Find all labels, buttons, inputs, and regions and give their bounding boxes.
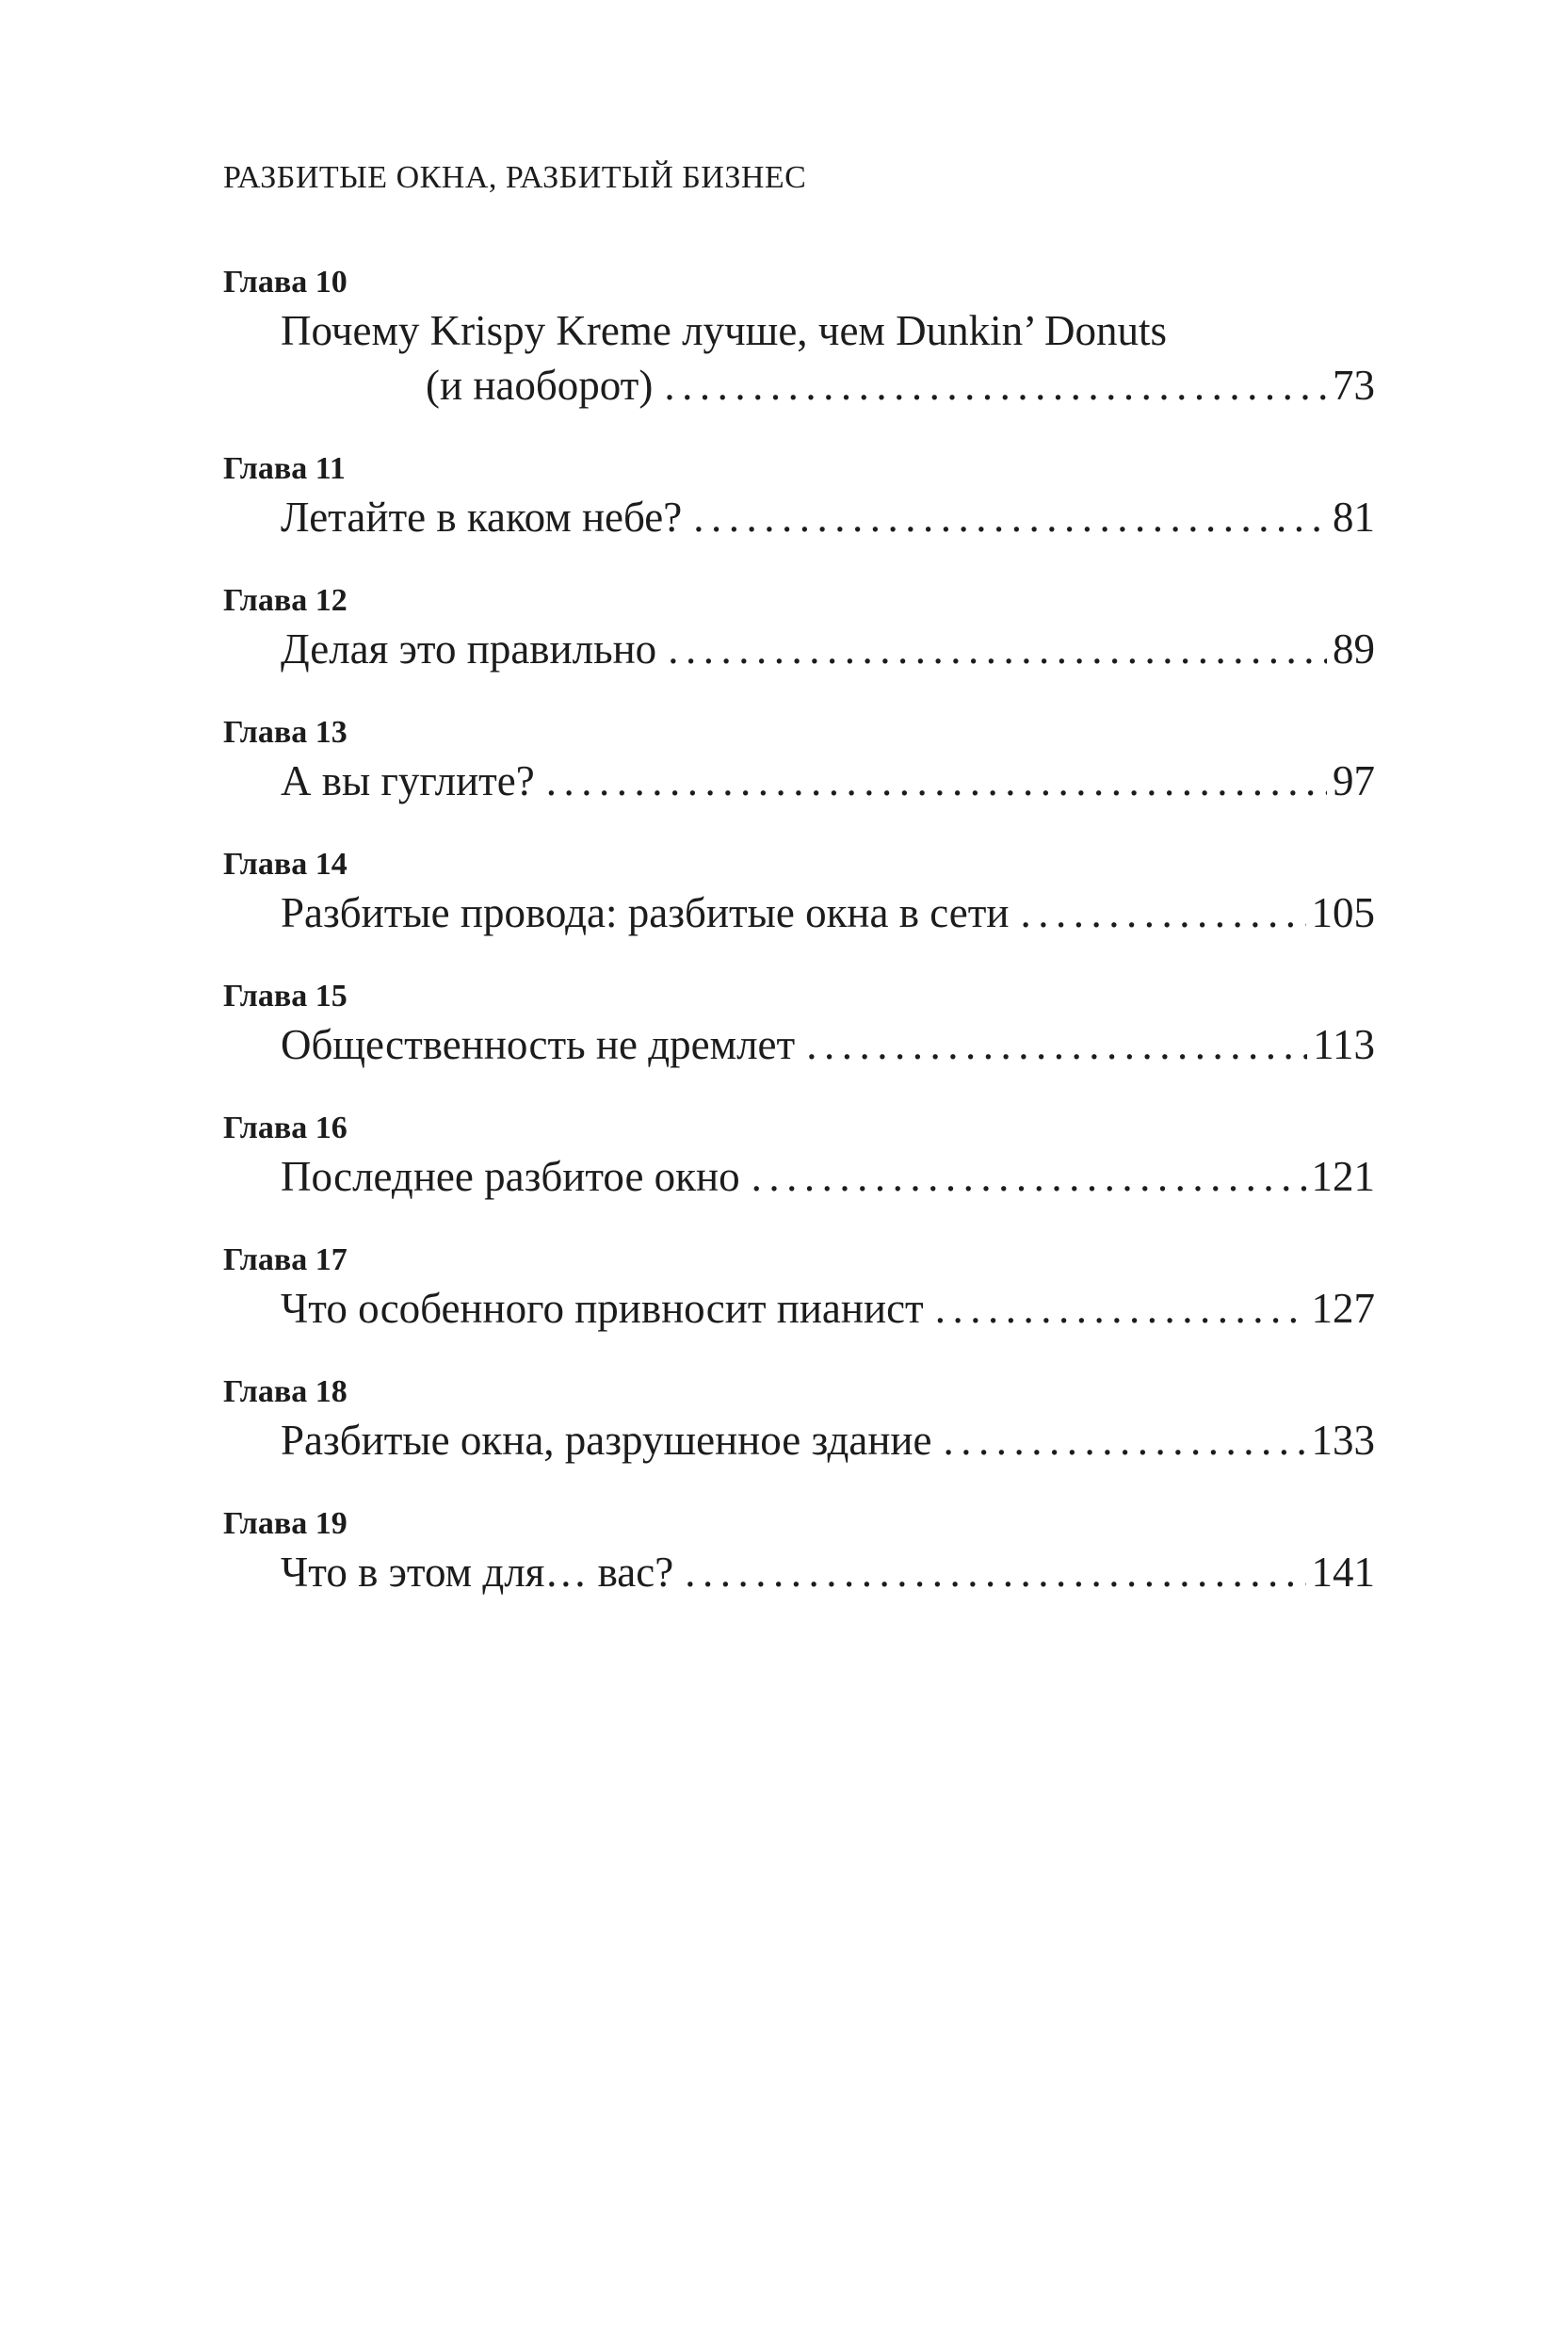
chapter-label: Глава 19 <box>223 1506 348 1541</box>
chapter-title: Последнее разбитое окно <box>281 1153 740 1200</box>
chapter-title-row <box>223 1149 1375 1204</box>
chapter-title-row <box>223 1545 1375 1599</box>
chapter-title: Почему Krispy Kreme лучше, чем Dunkin’ Donuts <box>281 307 1168 354</box>
chapter-title: Что особенного привносит пианист <box>281 1285 924 1332</box>
dot-leader <box>943 1413 1305 1468</box>
chapter-title-row <box>223 1017 1375 1072</box>
chapter-title-row <box>223 303 1375 358</box>
toc-entry <box>223 1503 1375 1599</box>
chapter-label: Глава 18 <box>223 1374 348 1409</box>
chapter-label: Глава 16 <box>223 1111 348 1145</box>
toc-entry <box>223 1371 1375 1468</box>
chapter-label: Глава 15 <box>223 979 348 1014</box>
dot-leader <box>668 622 1327 676</box>
page-number: 121 <box>1311 1153 1375 1200</box>
chapter-title: Что в этом для… вас? <box>281 1549 674 1596</box>
chapter-title-row <box>223 622 1375 676</box>
dot-leader <box>806 1017 1307 1072</box>
chapter-title: Разбитые провода: разбитые окна в сети <box>281 889 1010 936</box>
chapter-label: Глава 14 <box>223 847 348 882</box>
chapter-title: Разбитые окна, разрушенное здание <box>281 1417 932 1464</box>
page-number: 133 <box>1311 1417 1375 1464</box>
page-number: 73 <box>1333 362 1375 409</box>
page-number: 97 <box>1333 757 1375 804</box>
page-number: 81 <box>1333 494 1375 541</box>
dot-leader <box>935 1281 1306 1336</box>
toc-entry <box>223 1240 1375 1336</box>
dot-leader <box>546 754 1327 808</box>
dot-leader <box>685 1545 1305 1599</box>
page-number: 127 <box>1311 1285 1375 1332</box>
toc-entry <box>223 580 1375 676</box>
dot-leader <box>752 1149 1306 1204</box>
chapter-label: Глава 12 <box>223 583 348 618</box>
dot-leader <box>1020 885 1305 940</box>
page-number: 113 <box>1313 1021 1375 1068</box>
toc-entry <box>223 1108 1375 1204</box>
chapter-label: Глава 17 <box>223 1242 348 1277</box>
page-number: 105 <box>1311 889 1375 936</box>
toc-entry <box>223 844 1375 940</box>
page-number: 89 <box>1333 625 1375 673</box>
toc-entry <box>223 712 1375 808</box>
chapter-title: А вы гуглите? <box>281 757 535 804</box>
chapter-label: Глава 11 <box>223 451 346 486</box>
dot-leader <box>693 490 1327 544</box>
chapter-title-row <box>223 490 1375 544</box>
chapter-label: Глава 13 <box>223 715 348 750</box>
toc-entry <box>223 448 1375 544</box>
chapter-title-row-continuation <box>223 358 1375 413</box>
chapter-title-row <box>223 1413 1375 1468</box>
chapter-title-row <box>223 754 1375 808</box>
chapter-title-row <box>223 885 1375 940</box>
running-head: РАЗБИТЫЕ ОКНА, РАЗБИТЫЙ БИЗНЕС <box>223 160 807 195</box>
chapter-label: Глава 10 <box>223 265 348 300</box>
chapter-title: Общественность не дремлет <box>281 1021 796 1068</box>
page-number: 141 <box>1311 1549 1375 1596</box>
chapter-title-row <box>223 1281 1375 1336</box>
chapter-title: Летайте в каком небе? <box>281 494 683 541</box>
table-of-contents <box>223 262 1375 1599</box>
chapter-title: Делая это правильно <box>281 625 657 673</box>
toc-entry <box>223 976 1375 1072</box>
chapter-title-continuation: (и наоборот) <box>426 362 654 409</box>
dot-leader <box>664 358 1327 413</box>
toc-entry <box>223 262 1375 413</box>
